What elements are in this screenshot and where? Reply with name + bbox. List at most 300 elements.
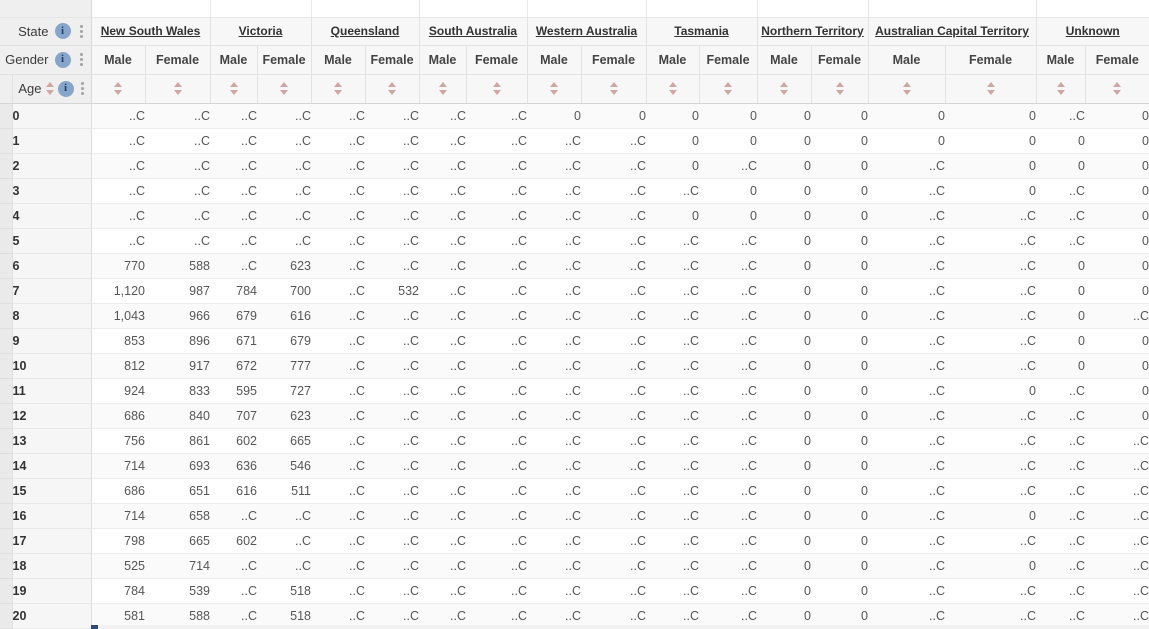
table-row — [0, 203, 1149, 228]
data-cell: 0 — [811, 403, 868, 428]
data-cell: ..C — [699, 403, 757, 428]
data-cell: ..C — [646, 553, 699, 578]
age-row-narrow-cell — [0, 74, 12, 103]
data-cell: ..C — [365, 228, 419, 253]
data-cell: ..C — [311, 403, 365, 428]
sort-arrows-icon[interactable] — [439, 82, 447, 95]
data-cell: ..C — [1085, 453, 1149, 478]
sort-arrows-icon[interactable] — [280, 82, 288, 95]
sort-arrows-icon[interactable] — [1057, 82, 1065, 95]
data-cell: ..C — [945, 278, 1036, 303]
data-cell: 0 — [757, 428, 811, 453]
row-narrow-cell — [0, 578, 12, 603]
sort-arrows-icon[interactable] — [780, 82, 788, 95]
state-column-link[interactable]: Victoria — [238, 24, 283, 38]
row-narrow-cell — [0, 303, 12, 328]
data-cell: ..C — [527, 478, 581, 503]
gender-column-header: Female — [1085, 45, 1149, 74]
data-cell: 0 — [811, 603, 868, 628]
column-sort-cell — [811, 74, 868, 103]
header-spacer-cell — [1036, 0, 1149, 17]
gender-column-header: Female — [365, 45, 419, 74]
data-cell: 679 — [257, 328, 311, 353]
data-cell: ..C — [466, 603, 527, 628]
data-cell: 707 — [210, 403, 257, 428]
data-cell: ..C — [527, 528, 581, 553]
data-cell: ..C — [210, 603, 257, 628]
data-cell: ..C — [466, 578, 527, 603]
data-cell: ..C — [145, 153, 210, 178]
data-cell: 0 — [811, 528, 868, 553]
gender-column-header: Female — [699, 45, 757, 74]
state-column-link[interactable]: Western Australia — [535, 24, 638, 38]
data-cell: 0 — [868, 128, 945, 153]
data-cell: 0 — [757, 228, 811, 253]
sort-arrows-icon[interactable] — [1113, 82, 1121, 95]
data-cell: ..C — [945, 478, 1036, 503]
data-cell: ..C — [257, 228, 311, 253]
data-cell: 0 — [1036, 328, 1085, 353]
row-narrow-cell — [0, 128, 12, 153]
data-cell: 0 — [646, 128, 699, 153]
data-cell: 0 — [1085, 328, 1149, 353]
data-cell: 0 — [757, 403, 811, 428]
age-row-label: 4 — [12, 203, 91, 228]
data-cell: 0 — [527, 103, 581, 128]
data-cell: ..C — [646, 178, 699, 203]
data-cell: 0 — [811, 553, 868, 578]
data-cell: 0 — [757, 453, 811, 478]
data-cell: ..C — [1085, 528, 1149, 553]
sort-arrows-icon[interactable] — [46, 82, 54, 95]
data-cell: ..C — [466, 103, 527, 128]
data-cell: 784 — [210, 278, 257, 303]
data-cell: ..C — [311, 228, 365, 253]
data-cell: ..C — [699, 553, 757, 578]
data-cell: 0 — [757, 478, 811, 503]
data-cell: ..C — [527, 128, 581, 153]
data-cell: ..C — [1036, 503, 1085, 528]
sort-arrows-icon[interactable] — [174, 82, 182, 95]
data-cell: ..C — [365, 103, 419, 128]
data-cell: 924 — [91, 378, 145, 403]
data-cell: ..C — [365, 253, 419, 278]
state-column-link[interactable]: Australian Capital Territory — [875, 24, 1029, 38]
data-cell: ..C — [419, 503, 466, 528]
data-cell: ..C — [311, 153, 365, 178]
age-row-label: 19 — [12, 578, 91, 603]
data-cell: 525 — [91, 553, 145, 578]
data-cell: ..C — [581, 178, 646, 203]
row-narrow-cell — [0, 403, 12, 428]
data-cell: ..C — [945, 603, 1036, 628]
data-cell: ..C — [1036, 528, 1085, 553]
data-cell: 0 — [757, 128, 811, 153]
table-row — [0, 528, 1149, 553]
data-cell: ..C — [210, 153, 257, 178]
data-cell: ..C — [945, 253, 1036, 278]
data-cell: ..C — [311, 378, 365, 403]
column-sort-cell — [699, 74, 757, 103]
age-row-header-cell — [12, 74, 91, 103]
data-cell: ..C — [646, 303, 699, 328]
data-cell: ..C — [419, 478, 466, 503]
data-cell: 833 — [145, 378, 210, 403]
data-cell: ..C — [210, 228, 257, 253]
data-cell: 0 — [868, 103, 945, 128]
age-row-label: 1 — [12, 128, 91, 153]
column-sort-cell — [1085, 74, 1149, 103]
data-cell: 756 — [91, 428, 145, 453]
header-spacer-cell — [646, 0, 757, 17]
table-row — [0, 428, 1149, 453]
state-group-cell — [419, 17, 527, 45]
data-cell: ..C — [466, 253, 527, 278]
data-cell: ..C — [581, 453, 646, 478]
data-cell: ..C — [1085, 503, 1149, 528]
state-header-row — [0, 17, 1149, 45]
table-row — [0, 553, 1149, 578]
gender-column-header: Male — [757, 45, 811, 74]
data-cell: ..C — [945, 578, 1036, 603]
data-cell: ..C — [419, 578, 466, 603]
data-cell: ..C — [466, 428, 527, 453]
sort-arrows-icon[interactable] — [114, 82, 122, 95]
sort-arrows-icon[interactable] — [724, 82, 732, 95]
row-narrow-cell — [0, 428, 12, 453]
data-cell: ..C — [1036, 228, 1085, 253]
age-dimension-label: Age — [18, 81, 42, 96]
data-cell: 636 — [210, 453, 257, 478]
gender-column-header: Male — [311, 45, 365, 74]
info-icon[interactable]: i — [58, 81, 74, 97]
data-cell: ..C — [527, 603, 581, 628]
data-cell: ..C — [419, 528, 466, 553]
gender-column-header: Male — [1036, 45, 1085, 74]
gender-column-header: Male — [646, 45, 699, 74]
data-cell: ..C — [365, 303, 419, 328]
data-cell: ..C — [581, 278, 646, 303]
data-cell: ..C — [466, 478, 527, 503]
data-cell: ..C — [646, 528, 699, 553]
age-row-label: 10 — [12, 353, 91, 378]
data-cell: ..C — [581, 528, 646, 553]
data-cell: ..C — [210, 253, 257, 278]
data-cell: ..C — [311, 503, 365, 528]
data-cell: ..C — [868, 153, 945, 178]
data-cell: 679 — [210, 303, 257, 328]
column-sort-cell — [210, 74, 257, 103]
gender-column-header: Male — [419, 45, 466, 74]
state-column-link[interactable]: Tasmania — [674, 24, 729, 38]
data-cell: ..C — [365, 353, 419, 378]
data-cell: ..C — [365, 203, 419, 228]
data-cell: ..C — [1036, 378, 1085, 403]
data-cell: ..C — [1085, 578, 1149, 603]
data-cell: ..C — [311, 528, 365, 553]
data-cell: ..C — [699, 228, 757, 253]
column-sort-cell — [466, 74, 527, 103]
data-cell: ..C — [646, 428, 699, 453]
info-icon[interactable]: i — [55, 52, 71, 68]
data-cell: ..C — [699, 278, 757, 303]
data-cell: ..C — [646, 603, 699, 628]
data-cell: ..C — [868, 253, 945, 278]
data-cell: ..C — [419, 378, 466, 403]
data-cell: ..C — [868, 328, 945, 353]
column-sort-cell — [1036, 74, 1085, 103]
data-cell: ..C — [91, 128, 145, 153]
data-cell: ..C — [699, 253, 757, 278]
data-cell: ..C — [646, 328, 699, 353]
sort-arrows-icon[interactable] — [230, 82, 238, 95]
data-cell: ..C — [91, 178, 145, 203]
age-row-label: 16 — [12, 503, 91, 528]
data-cell: 0 — [811, 328, 868, 353]
data-cell: 0 — [757, 278, 811, 303]
kebab-menu-icon[interactable] — [78, 82, 87, 95]
data-cell: 770 — [91, 253, 145, 278]
data-cell: 0 — [811, 228, 868, 253]
table-row — [0, 128, 1149, 153]
data-cell: 777 — [257, 353, 311, 378]
table-row — [0, 228, 1149, 253]
data-cell: ..C — [1036, 553, 1085, 578]
state-column-link[interactable]: Northern Territory — [761, 24, 864, 38]
age-row-label: 7 — [12, 278, 91, 303]
data-cell: ..C — [257, 178, 311, 203]
gender-column-header: Male — [868, 45, 945, 74]
state-group-cell — [868, 17, 1036, 45]
data-cell: 0 — [1036, 353, 1085, 378]
data-cell: ..C — [527, 353, 581, 378]
data-cell: ..C — [581, 203, 646, 228]
column-sort-cell — [527, 74, 581, 103]
data-cell: 0 — [1085, 228, 1149, 253]
age-row-label: 20 — [12, 603, 91, 628]
data-cell: ..C — [419, 303, 466, 328]
data-cell: ..C — [945, 428, 1036, 453]
data-cell: ..C — [1085, 478, 1149, 503]
data-cell: ..C — [257, 528, 311, 553]
sort-arrows-icon[interactable] — [669, 82, 677, 95]
data-cell: 0 — [811, 303, 868, 328]
data-cell: ..C — [527, 403, 581, 428]
state-group-cell — [1036, 17, 1149, 45]
horizontal-scrollbar-track[interactable] — [91, 625, 1149, 629]
row-narrow-cell — [0, 328, 12, 353]
data-cell: 616 — [210, 478, 257, 503]
data-cell: ..C — [1085, 603, 1149, 628]
data-cell: ..C — [257, 553, 311, 578]
data-cell: ..C — [365, 378, 419, 403]
data-cell: ..C — [365, 528, 419, 553]
data-cell: ..C — [311, 553, 365, 578]
data-cell: ..C — [527, 428, 581, 453]
data-cell: ..C — [868, 603, 945, 628]
column-sort-cell — [311, 74, 365, 103]
data-cell: ..C — [699, 428, 757, 453]
state-group-cell — [646, 17, 757, 45]
data-cell: ..C — [868, 528, 945, 553]
info-icon[interactable]: i — [55, 23, 71, 39]
data-cell: ..C — [581, 478, 646, 503]
data-cell: ..C — [210, 128, 257, 153]
data-cell: ..C — [210, 103, 257, 128]
data-cell: ..C — [1036, 428, 1085, 453]
data-cell: ..C — [646, 403, 699, 428]
data-cell: ..C — [527, 253, 581, 278]
sort-arrows-icon[interactable] — [987, 82, 995, 95]
age-row-label: 8 — [12, 303, 91, 328]
state-group-cell — [757, 17, 868, 45]
data-cell: 0 — [811, 203, 868, 228]
data-cell: ..C — [91, 103, 145, 128]
column-sort-cell — [945, 74, 1036, 103]
sort-arrows-icon[interactable] — [334, 82, 342, 95]
data-cell: 671 — [210, 328, 257, 353]
sort-arrows-icon[interactable] — [610, 82, 618, 95]
data-cell: ..C — [581, 328, 646, 353]
data-cell: ..C — [527, 228, 581, 253]
data-cell: 0 — [811, 278, 868, 303]
data-cell: ..C — [210, 578, 257, 603]
data-cell: 1,043 — [91, 303, 145, 328]
data-cell: ..C — [1085, 303, 1149, 328]
data-cell: 0 — [945, 178, 1036, 203]
data-cell: 539 — [145, 578, 210, 603]
data-cell: ..C — [311, 303, 365, 328]
data-cell: ..C — [646, 478, 699, 503]
kebab-menu-icon[interactable] — [77, 53, 86, 66]
age-row-label: 5 — [12, 228, 91, 253]
data-cell: 0 — [811, 503, 868, 528]
data-cell: ..C — [365, 153, 419, 178]
data-cell: ..C — [1036, 178, 1085, 203]
state-group-cell — [91, 17, 210, 45]
age-row-label: 14 — [12, 453, 91, 478]
data-cell: ..C — [419, 278, 466, 303]
data-cell: 623 — [257, 253, 311, 278]
data-cell: ..C — [145, 103, 210, 128]
state-group-cell — [527, 17, 646, 45]
data-cell: 714 — [91, 453, 145, 478]
state-group-cell — [311, 17, 419, 45]
data-cell: ..C — [466, 303, 527, 328]
horizontal-scrollbar-thumb[interactable] — [91, 625, 98, 629]
data-cell: 0 — [757, 103, 811, 128]
data-cell: ..C — [311, 353, 365, 378]
data-cell: ..C — [466, 278, 527, 303]
data-cell: ..C — [581, 553, 646, 578]
state-column-link[interactable]: New South Wales — [100, 24, 201, 38]
data-cell: 665 — [145, 528, 210, 553]
age-row-label: 12 — [12, 403, 91, 428]
data-cell: 686 — [91, 403, 145, 428]
data-cell: 0 — [811, 453, 868, 478]
gender-column-header: Female — [811, 45, 868, 74]
data-cell: 0 — [1085, 278, 1149, 303]
data-cell: 665 — [257, 428, 311, 453]
data-cell: 686 — [91, 478, 145, 503]
data-cell: ..C — [466, 178, 527, 203]
age-row-label: 15 — [12, 478, 91, 503]
sort-arrows-icon[interactable] — [836, 82, 844, 95]
state-column-link[interactable]: Queensland — [330, 24, 400, 38]
data-cell: 0 — [945, 378, 1036, 403]
data-cell: ..C — [868, 303, 945, 328]
state-column-link[interactable]: South Australia — [428, 24, 518, 38]
gender-dimension-label: Gender — [5, 52, 49, 67]
header-spacer-cell — [91, 0, 210, 17]
column-sort-cell — [365, 74, 419, 103]
data-cell: 0 — [1085, 128, 1149, 153]
data-cell: 0 — [646, 153, 699, 178]
column-sort-cell — [868, 74, 945, 103]
data-cell: ..C — [527, 278, 581, 303]
data-cell: 0 — [757, 253, 811, 278]
data-cell: ..C — [311, 128, 365, 153]
data-cell: ..C — [527, 503, 581, 528]
data-cell: 0 — [1085, 103, 1149, 128]
sort-arrows-icon[interactable] — [903, 82, 911, 95]
data-cell: ..C — [1036, 403, 1085, 428]
data-cell: 0 — [811, 478, 868, 503]
data-cell: ..C — [1036, 578, 1085, 603]
sort-arrows-icon[interactable] — [493, 82, 501, 95]
sort-arrows-icon[interactable] — [550, 82, 558, 95]
data-cell: 0 — [811, 353, 868, 378]
row-narrow-cell — [0, 353, 12, 378]
kebab-menu-icon[interactable] — [77, 25, 86, 38]
age-row-label: 0 — [12, 103, 91, 128]
data-cell: ..C — [419, 428, 466, 453]
data-cell: 0 — [1036, 128, 1085, 153]
data-cell: ..C — [646, 278, 699, 303]
sort-arrows-icon[interactable] — [388, 82, 396, 95]
data-cell: ..C — [581, 378, 646, 403]
data-cell: 1,120 — [91, 278, 145, 303]
data-cell: 616 — [257, 303, 311, 328]
data-cell: ..C — [699, 453, 757, 478]
data-cell: 0 — [757, 503, 811, 528]
data-cell: ..C — [91, 203, 145, 228]
row-narrow-cell — [0, 153, 12, 178]
data-cell: ..C — [868, 503, 945, 528]
data-cell: ..C — [646, 253, 699, 278]
age-row-label: 11 — [12, 378, 91, 403]
data-cell: ..C — [699, 328, 757, 353]
data-cell: 0 — [1085, 353, 1149, 378]
gender-column-header: Female — [581, 45, 646, 74]
age-row-label: 9 — [12, 328, 91, 353]
table-row — [0, 303, 1149, 328]
data-cell: 0 — [945, 153, 1036, 178]
data-cell: ..C — [1036, 603, 1085, 628]
data-cell: 0 — [1085, 253, 1149, 278]
state-column-link[interactable]: Unknown — [1065, 24, 1120, 38]
data-cell: ..C — [868, 378, 945, 403]
data-cell: 0 — [646, 103, 699, 128]
data-cell: ..C — [868, 428, 945, 453]
data-cell: ..C — [419, 403, 466, 428]
data-cell: 0 — [811, 378, 868, 403]
data-cell: ..C — [91, 153, 145, 178]
table-row — [0, 503, 1149, 528]
age-sort-header-row — [0, 74, 1149, 103]
data-cell: ..C — [1036, 453, 1085, 478]
table-row — [0, 353, 1149, 378]
